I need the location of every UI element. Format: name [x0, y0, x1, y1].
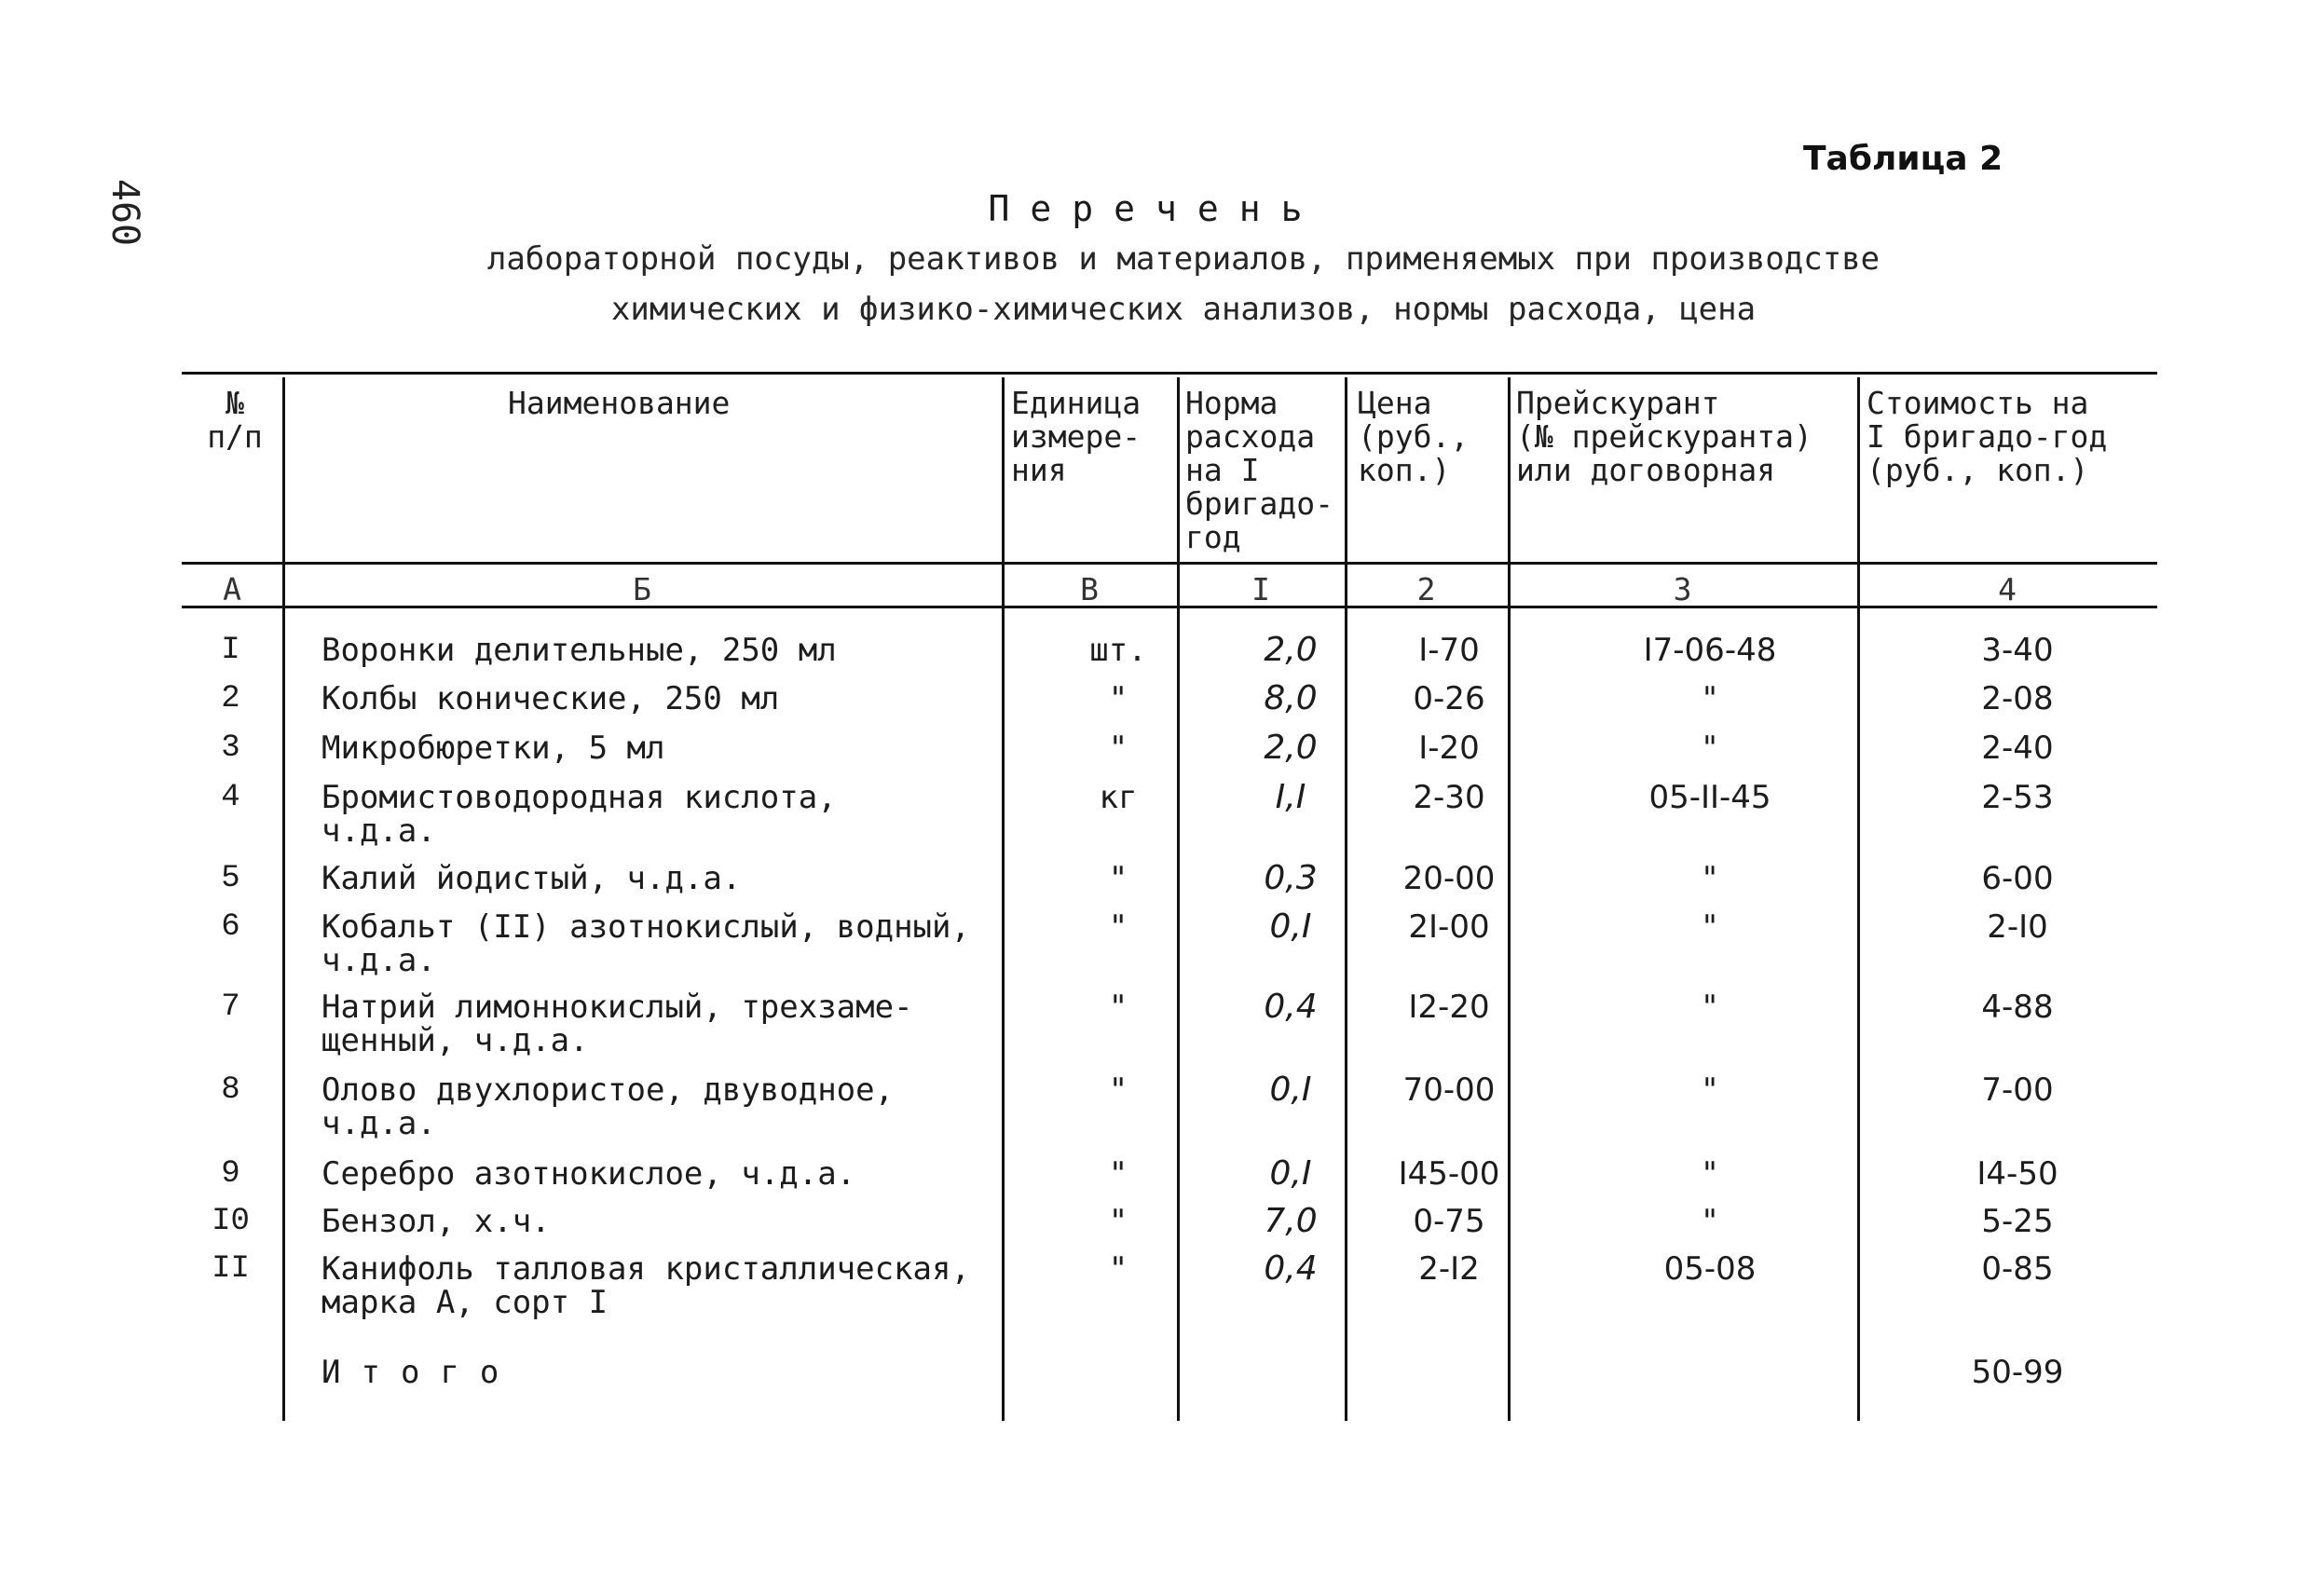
- table-row: [182, 1249, 2157, 1330]
- document-title: Перечень: [988, 188, 1323, 229]
- table-row: [182, 1073, 2157, 1152]
- table-row: [182, 859, 2157, 908]
- item-pricelist: ": [1702, 1203, 1717, 1240]
- item-cost: 2-08: [1981, 680, 2054, 717]
- item-norm: 0,I: [1269, 1071, 1312, 1109]
- item-pricelist: 05-II-45: [1648, 779, 1771, 816]
- item-price: I-70: [1418, 632, 1480, 669]
- item-cost: 6-00: [1981, 860, 2054, 897]
- item-unit: шт.: [1089, 632, 1147, 669]
- item-price: I-20: [1418, 730, 1480, 767]
- colnum-4: 4: [1998, 571, 2017, 607]
- item-price: 2-30: [1413, 779, 1485, 816]
- header-cost: Стоимость на I бригадо-год (руб., коп.): [1867, 385, 2108, 488]
- subtitle-line-1: лабораторной посуды, реактивов и материалов, применяемых при производстве: [486, 240, 1880, 278]
- item-norm: I,I: [1275, 778, 1306, 816]
- item-price: 0-75: [1413, 1203, 1485, 1240]
- colnum-a: А: [223, 571, 241, 607]
- item-price: 2-I2: [1418, 1250, 1480, 1288]
- item-norm: 0,I: [1269, 907, 1312, 946]
- item-unit: ": [1108, 1203, 1128, 1240]
- item-cost: 7-00: [1981, 1071, 2054, 1109]
- item-pricelist: ": [1702, 908, 1717, 946]
- row-number: 4: [221, 780, 240, 815]
- subtitle-line-2: химических и физико-химических анализов, нормы расхода, цена: [610, 291, 1757, 328]
- item-norm: 2,0: [1264, 631, 1318, 669]
- header-pricelist: Прейскурант (№ прейскуранта) или договорная: [1516, 385, 1812, 488]
- colnum-v: В: [1080, 571, 1099, 607]
- item-norm: 7,0: [1264, 1202, 1318, 1240]
- table-label: Таблица 2: [1803, 140, 2003, 178]
- total-row: [182, 1356, 2157, 1402]
- item-cost: 0-85: [1981, 1250, 2054, 1288]
- row-number: 3: [221, 730, 240, 766]
- item-name: Натрий лимоннокислый, трехзаме- щенный, ч.д.а.: [321, 989, 913, 1059]
- item-name: Калий йодистый, ч.д.а.: [321, 860, 742, 897]
- item-name: Воронки делительные, 250 мл: [321, 632, 837, 669]
- item-norm: 0,4: [1264, 1249, 1318, 1288]
- item-norm: 0,4: [1264, 988, 1318, 1026]
- item-norm: 0,I: [1269, 1154, 1312, 1193]
- table-row: [182, 1154, 2157, 1204]
- item-name: Кобальт (II) азотнокислый, водный, ч.д.а.: [321, 908, 970, 979]
- item-name: Серебро азотнокислое, ч.д.а.: [321, 1155, 856, 1193]
- item-price: 20-00: [1402, 860, 1496, 897]
- item-name: Олово двухлористое, двуводное, ч.д.а.: [321, 1071, 895, 1142]
- colnum-b: Б: [633, 571, 651, 607]
- colnum-2: 2: [1416, 571, 1436, 607]
- item-name: Микробюретки, 5 мл: [321, 730, 665, 767]
- item-unit: ": [1108, 989, 1128, 1026]
- header-bottom-rule: [182, 562, 2157, 565]
- item-norm: 0,3: [1264, 859, 1318, 897]
- item-price: 2I-00: [1408, 908, 1490, 946]
- table-row: [182, 907, 2157, 989]
- item-pricelist: ": [1702, 989, 1717, 1026]
- row-number: 7: [221, 989, 240, 1025]
- materials-table: [182, 368, 2157, 1421]
- item-price: 70-00: [1402, 1071, 1496, 1109]
- item-price: I45-00: [1398, 1155, 1500, 1193]
- item-unit: ": [1108, 908, 1128, 946]
- total-label: Итого: [321, 1354, 520, 1391]
- item-cost: I4-50: [1976, 1155, 2058, 1193]
- item-unit: ": [1108, 1155, 1128, 1193]
- item-price: I2-20: [1408, 989, 1490, 1026]
- total-cost: 50-99: [1971, 1354, 2064, 1391]
- item-cost: 2-I0: [1987, 908, 2048, 946]
- item-pricelist: ": [1702, 730, 1717, 767]
- item-cost: 2-53: [1981, 779, 2054, 816]
- item-norm: 8,0: [1264, 679, 1318, 717]
- page-number: 460: [103, 178, 147, 247]
- table-row: [182, 679, 2157, 729]
- item-pricelist: ": [1702, 1071, 1717, 1109]
- table-row: [182, 990, 2157, 1069]
- item-unit: ": [1108, 730, 1128, 767]
- item-unit: ": [1108, 1071, 1128, 1109]
- table-top-rule: [182, 372, 2157, 375]
- header-unit: Единица измере- ния: [1011, 385, 1142, 488]
- row-number: 5: [221, 861, 240, 896]
- item-pricelist: ": [1702, 1155, 1717, 1193]
- header-norm: Норма расхода на I бригадо- год: [1185, 385, 1333, 555]
- item-pricelist: ": [1702, 680, 1717, 717]
- item-cost: 2-40: [1981, 730, 2054, 767]
- item-unit: ": [1108, 1250, 1128, 1288]
- table-row: [182, 731, 2157, 778]
- table-row: [182, 778, 2157, 859]
- item-pricelist: ": [1702, 860, 1717, 897]
- row-number: I0: [212, 1204, 250, 1239]
- header-price: Цена (руб., коп.): [1358, 385, 1470, 488]
- table-row: [182, 631, 2157, 680]
- colnum-3: 3: [1673, 571, 1692, 607]
- table-row: [182, 1202, 2157, 1251]
- row-number: 8: [221, 1072, 240, 1108]
- item-norm: 2,0: [1264, 729, 1318, 767]
- item-name: Бензол, х.ч.: [321, 1203, 551, 1240]
- colnum-1: I: [1251, 571, 1270, 607]
- row-number: I: [221, 633, 240, 668]
- item-price: 0-26: [1413, 680, 1485, 717]
- item-unit: ": [1108, 860, 1128, 897]
- item-name: Канифоль талловая кристаллическая, марка А, сорт I: [321, 1250, 970, 1321]
- header-num: № п/п: [207, 385, 263, 455]
- item-cost: 4-88: [1981, 989, 2054, 1026]
- header-name: Наименование: [508, 385, 731, 421]
- item-name: Бромистоводородная кислота, ч.д.а.: [321, 779, 837, 850]
- row-number: 9: [221, 1156, 240, 1192]
- item-unit: ": [1108, 680, 1128, 717]
- item-unit: кг: [1099, 779, 1138, 816]
- item-cost: 3-40: [1981, 632, 2054, 669]
- item-cost: 5-25: [1981, 1203, 2054, 1240]
- item-name: Колбы конические, 250 мл: [321, 680, 780, 717]
- row-number: 2: [221, 681, 240, 716]
- row-number: 6: [221, 909, 240, 945]
- row-number: II: [212, 1251, 250, 1287]
- item-pricelist: 05-08: [1663, 1250, 1757, 1288]
- item-pricelist: I7-06-48: [1643, 632, 1777, 669]
